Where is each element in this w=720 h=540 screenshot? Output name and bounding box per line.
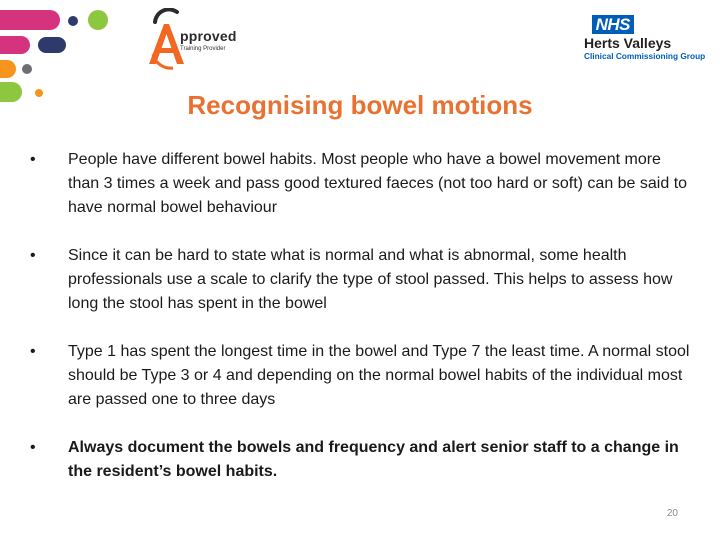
approved-tagline: Training Provider (180, 46, 226, 52)
bullet-text: People have different bowel habits. Most people who have a bowel movement more than 3 times a week and pass good textured faeces (not too hard or soft) can be said to have normal bowel behaviour (68, 151, 688, 216)
page-number: 20 (666, 508, 678, 519)
approved-training-provider-logo (143, 8, 253, 70)
pill-pink (0, 10, 60, 30)
dot-grey (22, 64, 32, 74)
pill-orange (0, 60, 16, 78)
pill-navy (38, 37, 66, 53)
nhs-badge: NHS (592, 15, 634, 34)
nhs-org-name: Herts Valleys (584, 35, 672, 51)
bullet-marker: • (30, 343, 36, 360)
bullet-text: Since it can be hard to state what is normal and what is abnormal, some health professionals use a scale to clarify the type of stool passed. This helps to assess how long the stool has spent in the bowel (68, 247, 673, 312)
approved-word: pproved (180, 28, 237, 44)
bullet-marker: • (30, 151, 36, 168)
bullet-text: Always document the bowels and frequency and alert senior staff to a change in the resident’s bowel habits. (68, 439, 679, 480)
bullet-marker: • (30, 439, 36, 456)
bullet-text: Type 1 has spent the longest time in the bowel and Type 7 the least time. A normal stool should be Type 3 or 4 and depending on the normal bowel habits of the individual most are passed one to three days (68, 343, 690, 408)
dot-green (88, 10, 108, 30)
bullet-marker: • (30, 247, 36, 264)
pill-pink-2 (0, 36, 30, 54)
dot-navy (68, 16, 78, 26)
slide-title: Recognising bowel motions (187, 90, 533, 120)
nhs-org-subtitle: Clinical Commissioning Group (584, 51, 706, 61)
